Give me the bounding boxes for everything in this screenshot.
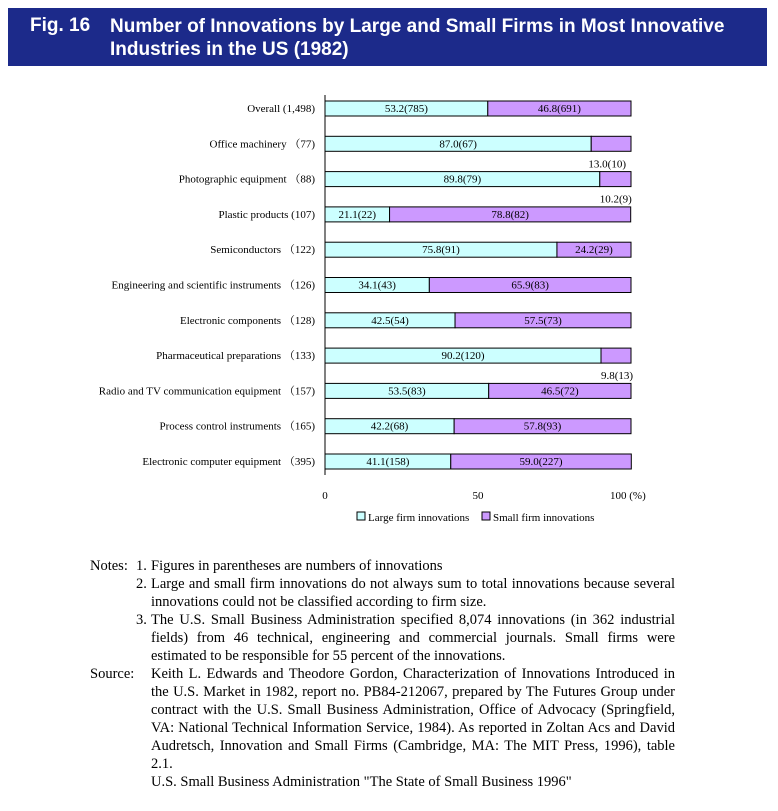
category-label: Process control instruments （165) [159,420,315,433]
data-label-small: 46.8(691) [537,103,581,115]
data-label-large: 90.2(120) [441,350,485,363]
figure-number: Fig. 16 [30,15,91,36]
note-row-1 [90,557,675,575]
category-label: Electronic components （128) [179,314,315,327]
note-text: Figures in parentheses are numbers of innovations [151,558,443,574]
note-row-2 [90,575,675,611]
notes-label: Notes: [90,558,128,574]
legend-entry: Large firm innovations [368,512,470,524]
data-label-large: 21.1(22) [338,208,377,221]
data-label-large: 42.2(68) [370,420,409,433]
source-row [90,665,675,773]
x-tick-label: 50 [472,490,484,502]
note-row-3 [90,611,675,665]
data-label-large: 34.1(43) [358,279,396,292]
source-text: Keith L. Edwards and Theodore Gordon, Characterization of Innovations Introduced in the U.S. Market in 1982, report no. PB84-212067, prepared by The Futures Group under contract with the U.S. Small Business Administration, Office of Advocacy (Springfield, VA: National Technical Information Service, 1984). As reported in Zoltan Acs and David Audretsch, Innovation and Small Firms (Cambridge, MA: The MIT Press, 1996), table 2.1. [151,666,675,772]
data-label-small: 57.8(93) [523,420,562,433]
figure-title: Number of Innovations by Large and Small Firms in Most Innovative Industries in the US (1982) [110,16,725,60]
data-label-small: 65.9(83) [511,279,549,292]
notes-section [90,557,675,791]
note-number: 3. [136,612,147,628]
data-label-small: 78.8(82) [491,208,529,221]
legend-swatch [482,512,490,520]
data-label-large: 89.8(79) [443,173,482,186]
stacked-bar-chart [0,80,778,540]
data-label-small: 9.8(13) [600,370,634,383]
note-number: 1. [136,558,147,574]
data-label-small: 10.2(9) [599,193,632,206]
legend-entry: Small firm innovations [493,512,595,524]
figure-header [8,8,767,66]
data-label-large: 53.5(83) [388,385,426,398]
data-label-large: 53.2(785) [384,103,428,115]
data-label-large: 42.5(54) [371,314,409,327]
source-label: Source: [90,666,135,682]
category-label: Pharmaceutical preparations （133) [156,350,315,363]
note-text: Large and small firm innovations do not always sum to total innovations because several innovations could not be classified according to firm size. [151,576,675,610]
category-label: Photographic equipment （88) [178,173,315,186]
data-label-small: 57.5(73) [524,314,562,327]
data-label-large: 87.0(67) [439,138,477,151]
data-label-large: 75.8(91) [422,244,460,257]
x-tick-label: 0 [322,490,328,502]
category-label: Office machinery （77) [209,138,315,151]
category-label: Plastic products (107) [218,208,315,221]
data-label-small: 59.0(227) [519,456,563,468]
note-text: The U.S. Small Business Administration specified 8,074 innovations (in 362 industrial fields) from 46 technical, engineering and commercial journals. Small firms were estimated to be responsible for 55 percent of the innovations. [151,612,675,664]
category-label: Engineering and scientific instruments （126) [111,279,315,292]
bar-small-firm [601,348,631,363]
source-text-line2: U.S. Small Business Administration "The State of Small Business 1996" [151,774,572,790]
bar-small-firm [600,172,631,187]
data-label-small: 24.2(29) [575,244,613,257]
category-label: Semiconductors （122) [210,244,315,257]
category-label: Radio and TV communication equipment （157) [98,385,315,398]
category-label: Electronic computer equipment （395) [142,456,315,468]
data-label-large: 41.1(158) [366,456,410,468]
bar-small-firm [591,136,631,151]
note-number: 2. [136,576,147,592]
legend-swatch [357,512,365,520]
data-label-small: 46.5(72) [541,385,579,398]
category-label: Overall (1,498) [247,103,315,115]
x-tick-label: 100 (%) [610,490,646,502]
data-label-small: 13.0(10) [588,158,627,171]
